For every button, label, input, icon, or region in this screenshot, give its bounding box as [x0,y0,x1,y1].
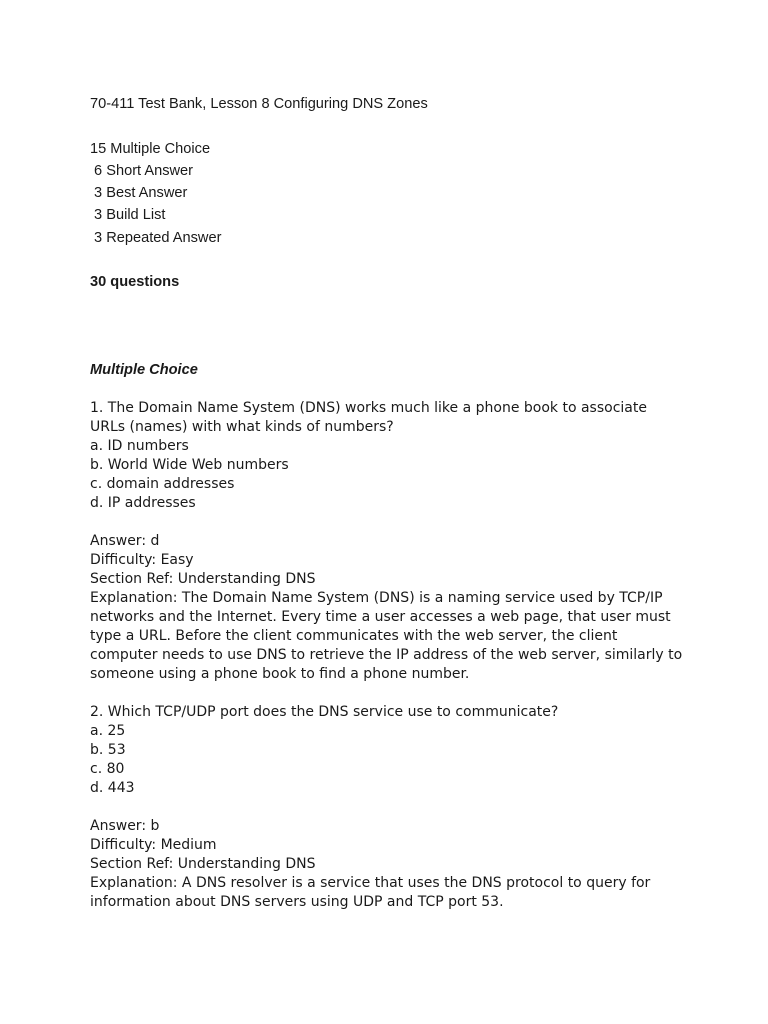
section-ref: Section Ref: Understanding DNS [90,571,316,587]
answer-option: c. domain addresses [90,476,235,492]
difficulty: Difficulty: Medium [90,837,217,853]
answer-option: c. 80 [90,761,125,777]
explanation-line: information about DNS servers using UDP and TCP port 53. [90,894,504,910]
question-text: URLs (names) with what kinds of numbers? [90,419,394,435]
question-text: 2. Which TCP/UDP port does the DNS service use to communicate? [90,704,559,720]
question-total: 30 questions [90,274,180,290]
summary-line: 15 Multiple Choice [90,141,211,157]
section-ref: Section Ref: Understanding DNS [90,856,316,872]
answer-option: a. 25 [90,723,126,739]
section-heading: Multiple Choice [90,362,198,378]
answer-key: Answer: d [90,533,160,549]
explanation-line: someone using a phone book to find a phone number. [90,666,470,682]
summary-line: 3 Best Answer [90,185,188,201]
answer-option: d. IP addresses [90,495,196,511]
summary-line: 3 Build List [90,207,166,223]
answer-option: a. ID numbers [90,438,189,454]
explanation-line: computer needs to use DNS to retrieve the IP address of the web server, similarly to [90,647,683,663]
answer-option: d. 443 [90,780,135,796]
answer-key: Answer: b [90,818,160,834]
document-title: 70-411 Test Bank, Lesson 8 Configuring DNS Zones [90,96,428,112]
summary-line: 6 Short Answer [90,163,194,179]
question-text: 1. The Domain Name System (DNS) works much like a phone book to associate [90,400,647,416]
explanation-line: type a URL. Before the client communicates with the web server, the client [90,628,618,644]
summary-line: 3 Repeated Answer [90,230,222,246]
explanation-line: Explanation: A DNS resolver is a service that uses the DNS protocol to query for [90,875,651,891]
answer-option: b. World Wide Web numbers [90,457,289,473]
explanation-line: networks and the Internet. Every time a user accesses a web page, that user must [90,609,671,625]
difficulty: Difficulty: Easy [90,552,194,568]
explanation-line: Explanation: The Domain Name System (DNS) is a naming service used by TCP/IP [90,590,663,606]
answer-option: b. 53 [90,742,126,758]
